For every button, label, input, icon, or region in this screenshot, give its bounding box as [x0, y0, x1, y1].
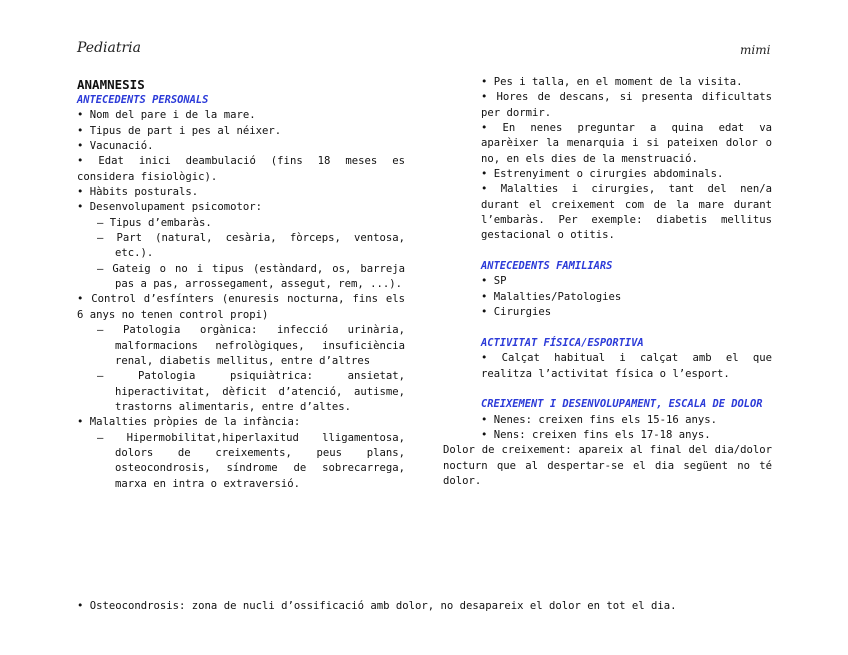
list-item: • Nom del pare i de la mare. [77, 109, 256, 122]
list-item: • Nens: creixen fins els 17-18 anys. [481, 428, 711, 441]
spacer [443, 382, 772, 397]
list-item: • Tipus de part i pes al néixer. [77, 124, 282, 137]
list-item: • Nenes: creixen fins els 15-16 anys. [481, 413, 717, 426]
header-right: mimi [740, 43, 771, 57]
list-item: • Vacunació. [77, 140, 154, 153]
sub-list-item: – Part (natural, cesària, fòrceps, ventosa, etc.). [97, 232, 405, 260]
section-activitat-fisica: ACTIVITAT FÍSICA/ESPORTIVA [481, 336, 644, 349]
sub-list-item: – Gateig o no i tipus (estàndard, os, barreja pas a pas, arrossegament, assegut, rem, ...). [97, 262, 405, 291]
list-item: • Malalties/Patologies [481, 290, 622, 303]
list-item: • Malalties pròpies de la infància: [77, 416, 301, 429]
list-item: • En nenes preguntar a quina edat va aparèixer la menarquia i si pateixen dolor o no, en els dies de la menstruació. [481, 122, 772, 165]
list-item: • SP [481, 275, 507, 288]
sub-list-item: – Tipus d’embaràs. [97, 216, 212, 229]
list-item: • Control d’esfínters (enuresis nocturna, fins els 6 anys no tenen control propi) [77, 293, 405, 321]
spacer [443, 321, 772, 336]
header-left: Pediatria [77, 40, 142, 56]
list-item: • Calçat habitual i calçat amb el que realitza l’activitat física o l’esport. [481, 352, 772, 380]
list-item: • Edat inici deambulació (fins 18 meses es considera fisiològic). [77, 155, 405, 183]
section-creixement: CREIXEMENT I DESENVOLUPAMENT, ESCALA DE DOLOR [481, 398, 763, 411]
paragraph: Dolor de creixement: apareix al final del dia/dolor nocturn que al despertar-se el dia següent no té dolor. [443, 444, 772, 487]
left-column [77, 77, 405, 492]
section-antecedents-personals: ANTECEDENTS PERSONALS [77, 94, 209, 106]
list-item: • Pes i talla, en el moment de la visita. [481, 76, 743, 88]
footer-note: • Osteocondrosis: zona de nucli d’ossificació amb dolor, no desapareix el dolor en tot el dia. [77, 600, 677, 612]
right-column [443, 75, 772, 489]
section-antecedents-familiars: ANTECEDENTS FAMILIARS [481, 260, 613, 273]
list-item: • Estrenyiment o cirurgies abdominals. [481, 168, 724, 181]
list-item: • Hàbits posturals. [77, 186, 199, 199]
list-item: • Hores de descans, si presenta dificultats per dormir. [481, 91, 772, 119]
sub-list-item: – Patologia orgànica: infecció urinària, malformacions nefrològiques, insuficiència renal, diabetis mellitus, entre d’altres [97, 324, 405, 367]
list-item: • Cirurgies [481, 306, 552, 319]
spacer [443, 244, 772, 259]
sub-list-item: – Hipermobilitat,hiperlaxitud lligamentosa, dolors de creixements, peus plans, osteocondrosis, síndrome de sobrecarrega, marxa en intra o extraversió. [97, 431, 405, 490]
list-item: • Malalties i cirurgies, tant del nen/a durant el creixement com de la mare durant l’embaràs. Per exemple: diabetis mellitus gestacional o otitis. [481, 183, 772, 242]
list-item: • Desenvolupament psicomotor: [77, 201, 262, 214]
anamnesis-title: ANAMNESIS [77, 77, 145, 92]
sub-list-item: – Patologia psiquiàtrica: ansietat, hiperactivitat, dèficit d’atenció, autisme, trastorns alimentaris, entre d’altes. [97, 370, 405, 413]
